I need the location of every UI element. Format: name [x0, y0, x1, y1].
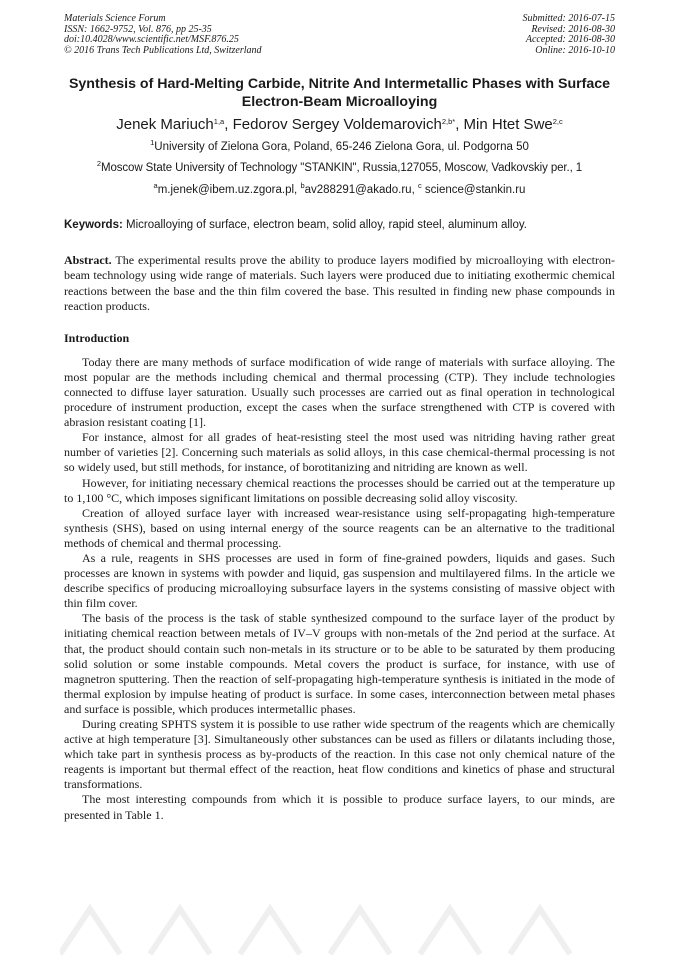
email-address[interactable]: av288291@akado.ru [304, 184, 412, 197]
introduction-body [64, 355, 615, 823]
abstract [64, 253, 615, 313]
keywords [64, 218, 615, 232]
online-date: Online: 2016-10-10 [535, 44, 615, 56]
author-emails: $^a$m.jenek@ibem.uz.zgora.pl, $^b$av288291@akado.ru, $^c$ science@stankin.ru [153, 181, 526, 197]
author-name: Fedorov Sergey Voldemarovich [232, 116, 442, 134]
affiliation-mark: 1 [150, 138, 155, 148]
author-name: Min Htet Swe [463, 116, 553, 134]
doi-line: doi:10.4028/www.scientific.net/MSF.876.25 [64, 34, 239, 46]
author-name: Jenek Mariuch [116, 116, 214, 134]
keywords-label: Keywords: [64, 219, 123, 232]
accepted-date: Accepted: 2016-08-30 [525, 34, 615, 46]
body-paragraph: The most interesting compounds from which it is possible to produce surface layers, to our minds, are presented in Table 1. [64, 792, 615, 822]
body-paragraph: However, for initiating necessary chemical reactions the processes should be carried out at the temperature up to 1,100 °C, which imposes significant limitations on possible decreasing solid alloy viscosity. [64, 475, 615, 505]
author-affiliation-mark: 1,a [213, 117, 225, 127]
author-affiliation-mark: 2,c [552, 117, 563, 127]
submitted-date: Submitted: 2016-07-15 [522, 13, 615, 24]
body-paragraph: As a rule, reagents in SHS processes are used in form of fine-grained powders, liquids and gases. Such processes are known in systems with powder and liquid, gas suspension and multilayered films. In the article we describe specifics of producing microalloying subsurface layers in the systems consisting of massive object with thin film cover. [64, 550, 615, 611]
submission-dates [523, 14, 616, 56]
affiliation-mark: 2 [96, 159, 101, 169]
author-affiliation-mark: 2,b* [441, 117, 456, 127]
abstract-text: The experimental results prove the ability to produce layers modified by microalloying with electron-beam technology using wide range of materials. Such layers were produced due to initiating exothermic chemical reactions between the base and the thin film covered the base. This resulted in finding new phase compounds in reaction products. [64, 253, 615, 313]
body-paragraph: The basis of the process is the task of stable synthesized compound to the surface layer of the product by initiating chemical reaction between metals of IV–V groups with non-metals of the 2nd period at the surface. At that, the product should contain such non-metals in its structure or to be able to be saturated by them producing solid solution or some instable compounds. Metal covers the product is surface, for instance, with use of magnetron sputtering. Then the reaction of self-propagating high-temperature synthesis is initiated in the mode of thermal explosion by impulse heating of product is surface. In some cases, interconnection between metal phases and surface is possible, which produces intermetallic phases. [64, 611, 615, 716]
body-paragraph: During creating SPHTS system it is possible to use rather wide spectrum of the reagents which are chemically active at high temperature [3]. Simultaneously other substances can be used as fillers or dilatants including those, which take part in synthesis process as by-products of the reaction. In this case not only chemical nature of the reagents is important but thermal effect of the reaction, heat flow conditions and kinetics of phase and structural transformations. [64, 717, 615, 792]
journal-info [64, 14, 262, 56]
keywords-text: Microalloying of surface, electron beam, solid alloy, rapid steel, aluminum alloy. [126, 219, 527, 232]
author-list: Jenek Mariuch$^{1,a}$, Fedorov Sergey Voldemarovich$^{2,b*}$, Min Htet Swe$^{2,c}$ [116, 116, 563, 134]
copyright-line: © 2016 Trans Tech Publications Ltd, Switzerland [64, 44, 262, 56]
body-paragraph: Creation of alloyed surface layer with increased wear-resistance using self-propagating high-temperature synthesis (SHS), based on using internal energy of the source reagents can be an alternative to the traditional methods of chemical and thermal processing. [64, 505, 615, 550]
revised-date: Revised: 2016-08-30 [531, 23, 615, 35]
email-mark: b [300, 181, 305, 191]
affiliation-1 [64, 140, 615, 154]
issn-line: ISSN: 1662-9752, Vol. 876, pp 25-35 [64, 23, 212, 35]
email-address[interactable]: science@stankin.ru [424, 184, 526, 197]
section-heading-introduction: Introduction [64, 330, 130, 345]
affiliation-text: Moscow State University of Technology "STANKIN", Russia,127055, Moscow, Vadkovskiy per., 1 [100, 162, 583, 175]
journal-name: Materials Science Forum [64, 13, 166, 24]
email-address[interactable]: m.jenek@ibem.uz.zgora.pl [157, 184, 295, 197]
paper-page [64, 14, 615, 823]
body-paragraph: Today there are many methods of surface modification of wide range of materials with surface alloying. The most popular are the methods including chemical and thermal processing (CTP). They include technologies connected to diffuse layer saturation. Usually such processes are carried out as final operation in technological procedure of instrument production, except the cases when the surface strengthened with CTP is covered with abrasion resistant coating [1]. [64, 354, 615, 430]
email-mark: a [153, 181, 158, 191]
journal-header [64, 14, 615, 56]
affiliation-text: University of Zielona Gora, Poland, 65-246 Zielona Gora, ul. Podgorna 50 [154, 141, 529, 154]
email-mark: c [417, 181, 422, 191]
affiliation-2 [64, 161, 615, 175]
paper-title: Synthesis of Hard-Melting Carbide, Nitrite And Intermetallic Phases with Surface Electron-Beam Microalloying [68, 76, 611, 110]
watermark-graphic [60, 899, 620, 959]
body-paragraph: For instance, almost for all grades of heat-resisting steel the most used was nitriding having rather great number of varieties [2]. Concerning such materials as solid alloys, in this case chemical-thermal processing is not so widely used, but still methods, for instance, of borotitanizing and nitriding are known as well. [64, 430, 615, 475]
abstract-label: Abstract. [64, 253, 112, 268]
